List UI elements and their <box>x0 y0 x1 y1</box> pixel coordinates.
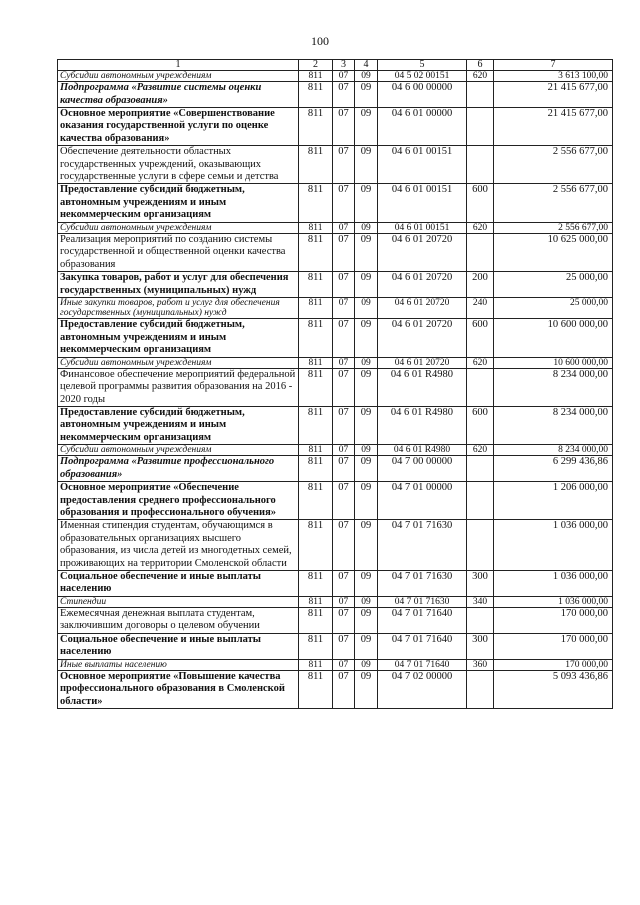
table-row <box>58 596 613 607</box>
row-expense-type: 600 <box>467 184 494 222</box>
row-subsection-code: 09 <box>355 608 378 634</box>
row-subsection-code: 09 <box>355 233 378 271</box>
table-row <box>58 571 613 597</box>
row-expense-type: 600 <box>467 406 494 444</box>
row-amount: 2 556 677,00 <box>494 146 613 184</box>
row-section-code: 07 <box>333 633 355 659</box>
row-subsection-code: 09 <box>355 596 378 607</box>
table-row <box>58 633 613 659</box>
row-subsection-code: 09 <box>355 445 378 456</box>
row-subsection-code: 09 <box>355 482 378 520</box>
row-name: Основное мероприятие «Повышение качества профессионального образования в Смоленской области» <box>58 670 299 708</box>
table-row <box>58 368 613 406</box>
row-target-code: 04 7 00 00000 <box>378 456 467 482</box>
row-expense-type: 300 <box>467 633 494 659</box>
table-row <box>58 272 613 298</box>
row-section-code: 07 <box>333 520 355 571</box>
table-row <box>58 108 613 146</box>
row-subsection-code: 09 <box>355 82 378 108</box>
row-amount: 25 000,00 <box>494 297 613 318</box>
column-header: 6 <box>467 60 494 71</box>
table-row <box>58 184 613 222</box>
table-row <box>58 456 613 482</box>
row-amount: 5 093 436,86 <box>494 670 613 708</box>
row-target-code: 04 6 01 20720 <box>378 272 467 298</box>
row-ministry-code: 811 <box>299 368 333 406</box>
row-ministry-code: 811 <box>299 319 333 357</box>
row-expense-type <box>467 233 494 271</box>
row-ministry-code: 811 <box>299 82 333 108</box>
row-section-code: 07 <box>333 71 355 82</box>
row-amount: 2 556 677,00 <box>494 184 613 222</box>
row-ministry-code: 811 <box>299 222 333 233</box>
row-section-code: 07 <box>333 272 355 298</box>
column-header: 7 <box>494 60 613 71</box>
row-expense-type <box>467 520 494 571</box>
row-section-code: 07 <box>333 482 355 520</box>
row-subsection-code: 09 <box>355 297 378 318</box>
row-subsection-code: 09 <box>355 456 378 482</box>
table-row <box>58 608 613 634</box>
row-expense-type: 620 <box>467 222 494 233</box>
row-target-code: 04 7 01 71640 <box>378 633 467 659</box>
row-expense-type: 200 <box>467 272 494 298</box>
row-expense-type <box>467 108 494 146</box>
row-name: Именная стипендия студентам, обучающимся в образовательных организациях высшего образования, из числа детей из многодетных семей, проживающих на территории Смоленской области <box>58 520 299 571</box>
row-name: Социальное обеспечение и иные выплаты населению <box>58 633 299 659</box>
row-section-code: 07 <box>333 670 355 708</box>
row-expense-type <box>467 670 494 708</box>
table-row <box>58 146 613 184</box>
row-target-code: 04 6 01 00151 <box>378 184 467 222</box>
row-subsection-code: 09 <box>355 571 378 597</box>
row-ministry-code: 811 <box>299 608 333 634</box>
row-target-code: 04 7 01 71640 <box>378 659 467 670</box>
table-row <box>58 82 613 108</box>
row-target-code: 04 7 01 71630 <box>378 596 467 607</box>
row-target-code: 04 6 01 00000 <box>378 108 467 146</box>
row-ministry-code: 811 <box>299 571 333 597</box>
row-amount: 21 415 677,00 <box>494 108 613 146</box>
row-name: Иные закупки товаров, работ и услуг для обеспечения государственных (муниципальных) нужд <box>58 297 299 318</box>
row-ministry-code: 811 <box>299 456 333 482</box>
row-expense-type <box>467 456 494 482</box>
row-section-code: 07 <box>333 184 355 222</box>
row-name: Закупка товаров, работ и услуг для обеспечения государственных (муниципальных) нужд <box>58 272 299 298</box>
row-name: Подпрограмма «Развитие системы оценки качества образования» <box>58 82 299 108</box>
table-row <box>58 71 613 82</box>
row-ministry-code: 811 <box>299 445 333 456</box>
budget-table <box>57 59 613 709</box>
row-expense-type <box>467 608 494 634</box>
row-amount: 21 415 677,00 <box>494 82 613 108</box>
row-section-code: 07 <box>333 357 355 368</box>
row-target-code: 04 6 01 R4980 <box>378 445 467 456</box>
row-name: Реализация мероприятий по созданию системы государственной и общественной оценки качества образования <box>58 233 299 271</box>
row-subsection-code: 09 <box>355 368 378 406</box>
row-ministry-code: 811 <box>299 357 333 368</box>
table-header-row <box>58 60 613 71</box>
row-section-code: 07 <box>333 596 355 607</box>
row-section-code: 07 <box>333 222 355 233</box>
table-row <box>58 222 613 233</box>
row-subsection-code: 09 <box>355 319 378 357</box>
column-header: 3 <box>333 60 355 71</box>
row-name: Основное мероприятие «Обеспечение предоставления среднего профессионального образования и профессионального обучения» <box>58 482 299 520</box>
row-ministry-code: 811 <box>299 184 333 222</box>
row-expense-type <box>467 82 494 108</box>
row-ministry-code: 811 <box>299 297 333 318</box>
column-header: 1 <box>58 60 299 71</box>
row-subsection-code: 09 <box>355 633 378 659</box>
row-amount: 6 299 436,86 <box>494 456 613 482</box>
row-name: Предоставление субсидий бюджетным, автономным учреждениям и иным некоммерческим организациям <box>58 319 299 357</box>
row-target-code: 04 6 00 00000 <box>378 82 467 108</box>
row-section-code: 07 <box>333 108 355 146</box>
row-amount: 10 600 000,00 <box>494 319 613 357</box>
row-section-code: 07 <box>333 445 355 456</box>
row-ministry-code: 811 <box>299 272 333 298</box>
column-header: 2 <box>299 60 333 71</box>
row-target-code: 04 6 01 20720 <box>378 233 467 271</box>
table-row <box>58 482 613 520</box>
table-row <box>58 357 613 368</box>
row-ministry-code: 811 <box>299 659 333 670</box>
row-subsection-code: 09 <box>355 184 378 222</box>
table-row <box>58 670 613 708</box>
column-header: 5 <box>378 60 467 71</box>
row-target-code: 04 7 02 00000 <box>378 670 467 708</box>
row-target-code: 04 6 01 R4980 <box>378 406 467 444</box>
row-ministry-code: 811 <box>299 71 333 82</box>
row-section-code: 07 <box>333 233 355 271</box>
row-amount: 170 000,00 <box>494 608 613 634</box>
row-section-code: 07 <box>333 368 355 406</box>
row-ministry-code: 811 <box>299 233 333 271</box>
row-amount: 1 036 000,00 <box>494 520 613 571</box>
row-ministry-code: 811 <box>299 633 333 659</box>
row-amount: 1 036 000,00 <box>494 596 613 607</box>
row-subsection-code: 09 <box>355 222 378 233</box>
row-ministry-code: 811 <box>299 146 333 184</box>
row-subsection-code: 09 <box>355 108 378 146</box>
row-amount: 25 000,00 <box>494 272 613 298</box>
row-target-code: 04 7 01 71630 <box>378 571 467 597</box>
row-section-code: 07 <box>333 82 355 108</box>
row-amount: 10 625 000,00 <box>494 233 613 271</box>
table-row <box>58 445 613 456</box>
row-ministry-code: 811 <box>299 520 333 571</box>
row-expense-type: 600 <box>467 319 494 357</box>
row-expense-type: 360 <box>467 659 494 670</box>
row-name: Субсидии автономным учреждениям <box>58 445 299 456</box>
row-name: Субсидии автономным учреждениям <box>58 357 299 368</box>
row-name: Обеспечение деятельности областных государственных учреждений, оказывающих государственные услуги в сфере семьи и детства <box>58 146 299 184</box>
table-row <box>58 659 613 670</box>
row-expense-type: 340 <box>467 596 494 607</box>
row-expense-type: 240 <box>467 297 494 318</box>
row-name: Социальное обеспечение и иные выплаты населению <box>58 571 299 597</box>
row-target-code: 04 6 01 20720 <box>378 357 467 368</box>
table-row <box>58 406 613 444</box>
row-name: Подпрограмма «Развитие профессионального образования» <box>58 456 299 482</box>
column-header: 4 <box>355 60 378 71</box>
row-section-code: 07 <box>333 571 355 597</box>
row-name: Субсидии автономным учреждениям <box>58 71 299 82</box>
row-expense-type <box>467 146 494 184</box>
row-amount: 170 000,00 <box>494 659 613 670</box>
row-subsection-code: 09 <box>355 520 378 571</box>
row-ministry-code: 811 <box>299 406 333 444</box>
row-name: Основное мероприятие «Совершенствование оказания государственной услуги по оценке качества образования» <box>58 108 299 146</box>
row-subsection-code: 09 <box>355 406 378 444</box>
row-target-code: 04 7 01 00000 <box>378 482 467 520</box>
table-row <box>58 520 613 571</box>
page-number: 100 <box>311 34 329 48</box>
row-ministry-code: 811 <box>299 596 333 607</box>
row-section-code: 07 <box>333 297 355 318</box>
row-name: Предоставление субсидий бюджетным, автономным учреждениям и иным некоммерческим организациям <box>58 406 299 444</box>
row-expense-type: 620 <box>467 445 494 456</box>
row-target-code: 04 6 01 R4980 <box>378 368 467 406</box>
row-section-code: 07 <box>333 406 355 444</box>
row-expense-type: 620 <box>467 357 494 368</box>
row-ministry-code: 811 <box>299 482 333 520</box>
row-target-code: 04 6 01 20720 <box>378 297 467 318</box>
row-amount: 8 234 000,00 <box>494 368 613 406</box>
row-amount: 3 613 100,00 <box>494 71 613 82</box>
row-section-code: 07 <box>333 659 355 670</box>
row-expense-type: 300 <box>467 571 494 597</box>
row-section-code: 07 <box>333 608 355 634</box>
table-row <box>58 233 613 271</box>
row-target-code: 04 6 01 20720 <box>378 319 467 357</box>
row-target-code: 04 5 02 00151 <box>378 71 467 82</box>
row-expense-type: 620 <box>467 71 494 82</box>
row-subsection-code: 09 <box>355 71 378 82</box>
row-name: Финансовое обеспечение мероприятий федеральной целевой программы развития образования на 2016 - 2020 годы <box>58 368 299 406</box>
row-section-code: 07 <box>333 456 355 482</box>
row-target-code: 04 7 01 71640 <box>378 608 467 634</box>
row-name: Иные выплаты населению <box>58 659 299 670</box>
row-amount: 8 234 000,00 <box>494 445 613 456</box>
row-amount: 1 036 000,00 <box>494 571 613 597</box>
row-target-code: 04 6 01 00151 <box>378 146 467 184</box>
row-expense-type <box>467 482 494 520</box>
row-amount: 1 206 000,00 <box>494 482 613 520</box>
row-section-code: 07 <box>333 146 355 184</box>
row-amount: 10 600 000,00 <box>494 357 613 368</box>
row-subsection-code: 09 <box>355 659 378 670</box>
row-target-code: 04 7 01 71630 <box>378 520 467 571</box>
row-subsection-code: 09 <box>355 272 378 298</box>
row-name: Стипендии <box>58 596 299 607</box>
row-subsection-code: 09 <box>355 146 378 184</box>
row-amount: 170 000,00 <box>494 633 613 659</box>
row-subsection-code: 09 <box>355 670 378 708</box>
row-amount: 8 234 000,00 <box>494 406 613 444</box>
table-row <box>58 297 613 318</box>
row-expense-type <box>467 368 494 406</box>
table-row <box>58 319 613 357</box>
row-name: Ежемесячная денежная выплата студентам, заключившим договоры о целевом обучении <box>58 608 299 634</box>
row-subsection-code: 09 <box>355 357 378 368</box>
row-target-code: 04 6 01 00151 <box>378 222 467 233</box>
row-ministry-code: 811 <box>299 670 333 708</box>
row-ministry-code: 811 <box>299 108 333 146</box>
row-name: Субсидии автономным учреждениям <box>58 222 299 233</box>
row-section-code: 07 <box>333 319 355 357</box>
row-name: Предоставление субсидий бюджетным, автономным учреждениям и иным некоммерческим организациям <box>58 184 299 222</box>
row-amount: 2 556 677,00 <box>494 222 613 233</box>
